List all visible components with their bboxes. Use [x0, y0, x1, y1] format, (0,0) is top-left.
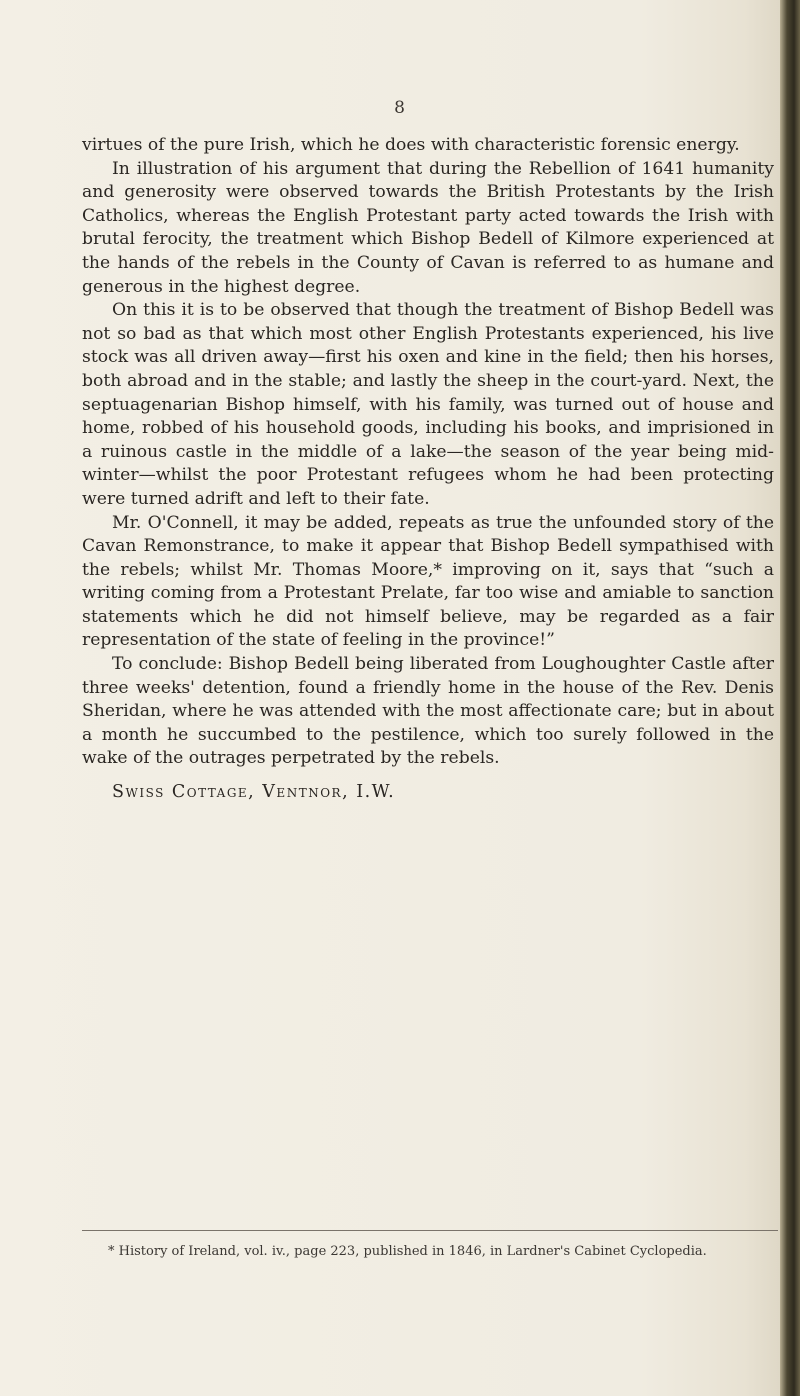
paragraph-4: Mr. O'Connell, it may be added, repeats as true the unfounded story of the Cavan Remonstrance, to make it appear that Bishop Bedell sympathised with the rebels; whilst Mr. Thomas Moore,* improving on it, says that “such a writing coming from a Protestant Prelate, far too wise and amiable to sanction statements which he did not himself believe, may be regarded as a fair representation of the state of feeling in the province!” [82, 512, 774, 651]
page-number: 8 [394, 98, 406, 118]
page-binding-edge [780, 0, 800, 1396]
body-text [82, 134, 774, 805]
paragraph-2: In illustration of his argument that during the Rebellion of 1641 humanity and generosity were observed towards the British Protestants by the Irish Catholics, whereas the English Protestant party acted towards the Irish with brutal ferocity, the treatment which Bishop Bedell of Kilmore experienced at the hands of the rebels in the County of Cavan is referred to as humane and generous in the highest degree. [82, 158, 774, 297]
paragraph-3: On this it is to be observed that though the treatment of Bishop Bedell was not so bad as that which most other English Protestants experienced, his live stock was all driven away—first his oxen and kine in the field; then his horses, both abroad and in the stable; and lastly the sheep in the court-yard. Next, the septuagenarian Bishop himself, with his family, was turned out of house and home, robbed of his household goods, including his books, and imprisioned in a ruinous castle in the middle of a lake—the season of the year being mid-winter—whilst the poor Protestant refugees whom he had been protecting were turned adrift and left to their fate. [82, 300, 774, 509]
footnote-divider [82, 1230, 778, 1231]
place-signature: Swiss Cottage, Ventnor, I.W. [112, 782, 396, 803]
footnote-text: * History of Ireland, vol. iv., page 223, published in 1846, in Lardner's Cabinet Cyclopedia. [108, 1244, 707, 1259]
paragraph-1: virtues of the pure Irish, which he does with characteristic forensic energy. [82, 135, 740, 155]
footnote [82, 1242, 778, 1261]
paragraph-5: To conclude: Bishop Bedell being liberated from Loughoughter Castle after three weeks' detention, found a friendly home in the house of the Rev. Denis Sheridan, where he was attended with the most affectionate care; but in about a month he succumbed to the pestilence, which too surely followed in the wake of the outrages perpetrated by the rebels. [82, 654, 774, 769]
